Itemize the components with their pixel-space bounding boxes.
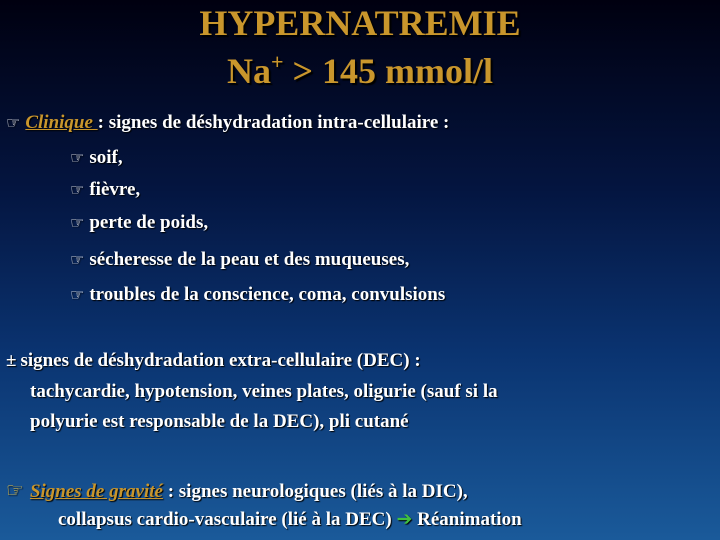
gravite-text: : signes neurologiques (liés à la DIC),	[162, 481, 468, 502]
list-item-text: sécheresse de la peau et des muqueuses,	[89, 249, 410, 270]
list-item	[70, 211, 208, 235]
plus-minus-icon: ±	[6, 350, 17, 371]
pointing-hand-icon: ☞	[70, 250, 85, 269]
clinique-heading	[6, 111, 449, 135]
sodium-symbol: Na	[226, 51, 271, 91]
clinique-text: : signes de déshydradation intra-cellulaire :	[97, 112, 450, 133]
pointing-hand-icon: ☞	[6, 478, 24, 502]
pointing-hand-icon: ☞	[70, 148, 85, 167]
pointing-hand-icon: ☞	[70, 213, 85, 232]
dec-line-3: polyurie est responsable de la DEC), pli cutané	[30, 411, 409, 432]
list-item	[70, 283, 445, 307]
slide-title: HYPERNATREMIE	[199, 3, 521, 43]
gravite-label: Signes de gravité	[29, 481, 163, 502]
clinique-label: Clinique	[25, 112, 98, 133]
list-item	[70, 146, 123, 170]
pointing-hand-icon: ☞	[6, 113, 21, 132]
list-item-text: perte de poids,	[89, 212, 209, 233]
sodium-charge: +	[270, 49, 284, 74]
gravite-text-2: collapsus cardio-vasculaire (lié à la DEC)	[58, 509, 397, 530]
pointing-hand-icon: ☞	[70, 180, 85, 199]
dec-text: signes de déshydradation extra-cellulaire (DEC) :	[20, 350, 421, 371]
list-item-text: fièvre,	[89, 179, 141, 200]
list-item-text: soif,	[89, 147, 123, 168]
pointing-hand-icon: ☞	[70, 285, 85, 304]
sodium-threshold: > 145 mmol/l	[283, 51, 494, 91]
slide-subtitle	[0, 50, 720, 92]
list-item-text: troubles de la conscience, coma, convulsions	[89, 284, 446, 305]
reanimation-label: Réanimation	[417, 509, 522, 530]
list-item	[70, 178, 140, 202]
dec-line-2: tachycardie, hypotension, veines plates, oligurie (sauf si la	[30, 381, 498, 402]
arrow-right-icon: ➔	[396, 508, 413, 530]
list-item	[70, 248, 409, 272]
gravite-line-1	[6, 478, 468, 504]
gravite-line-2	[58, 507, 522, 532]
dec-line-1	[6, 349, 421, 373]
